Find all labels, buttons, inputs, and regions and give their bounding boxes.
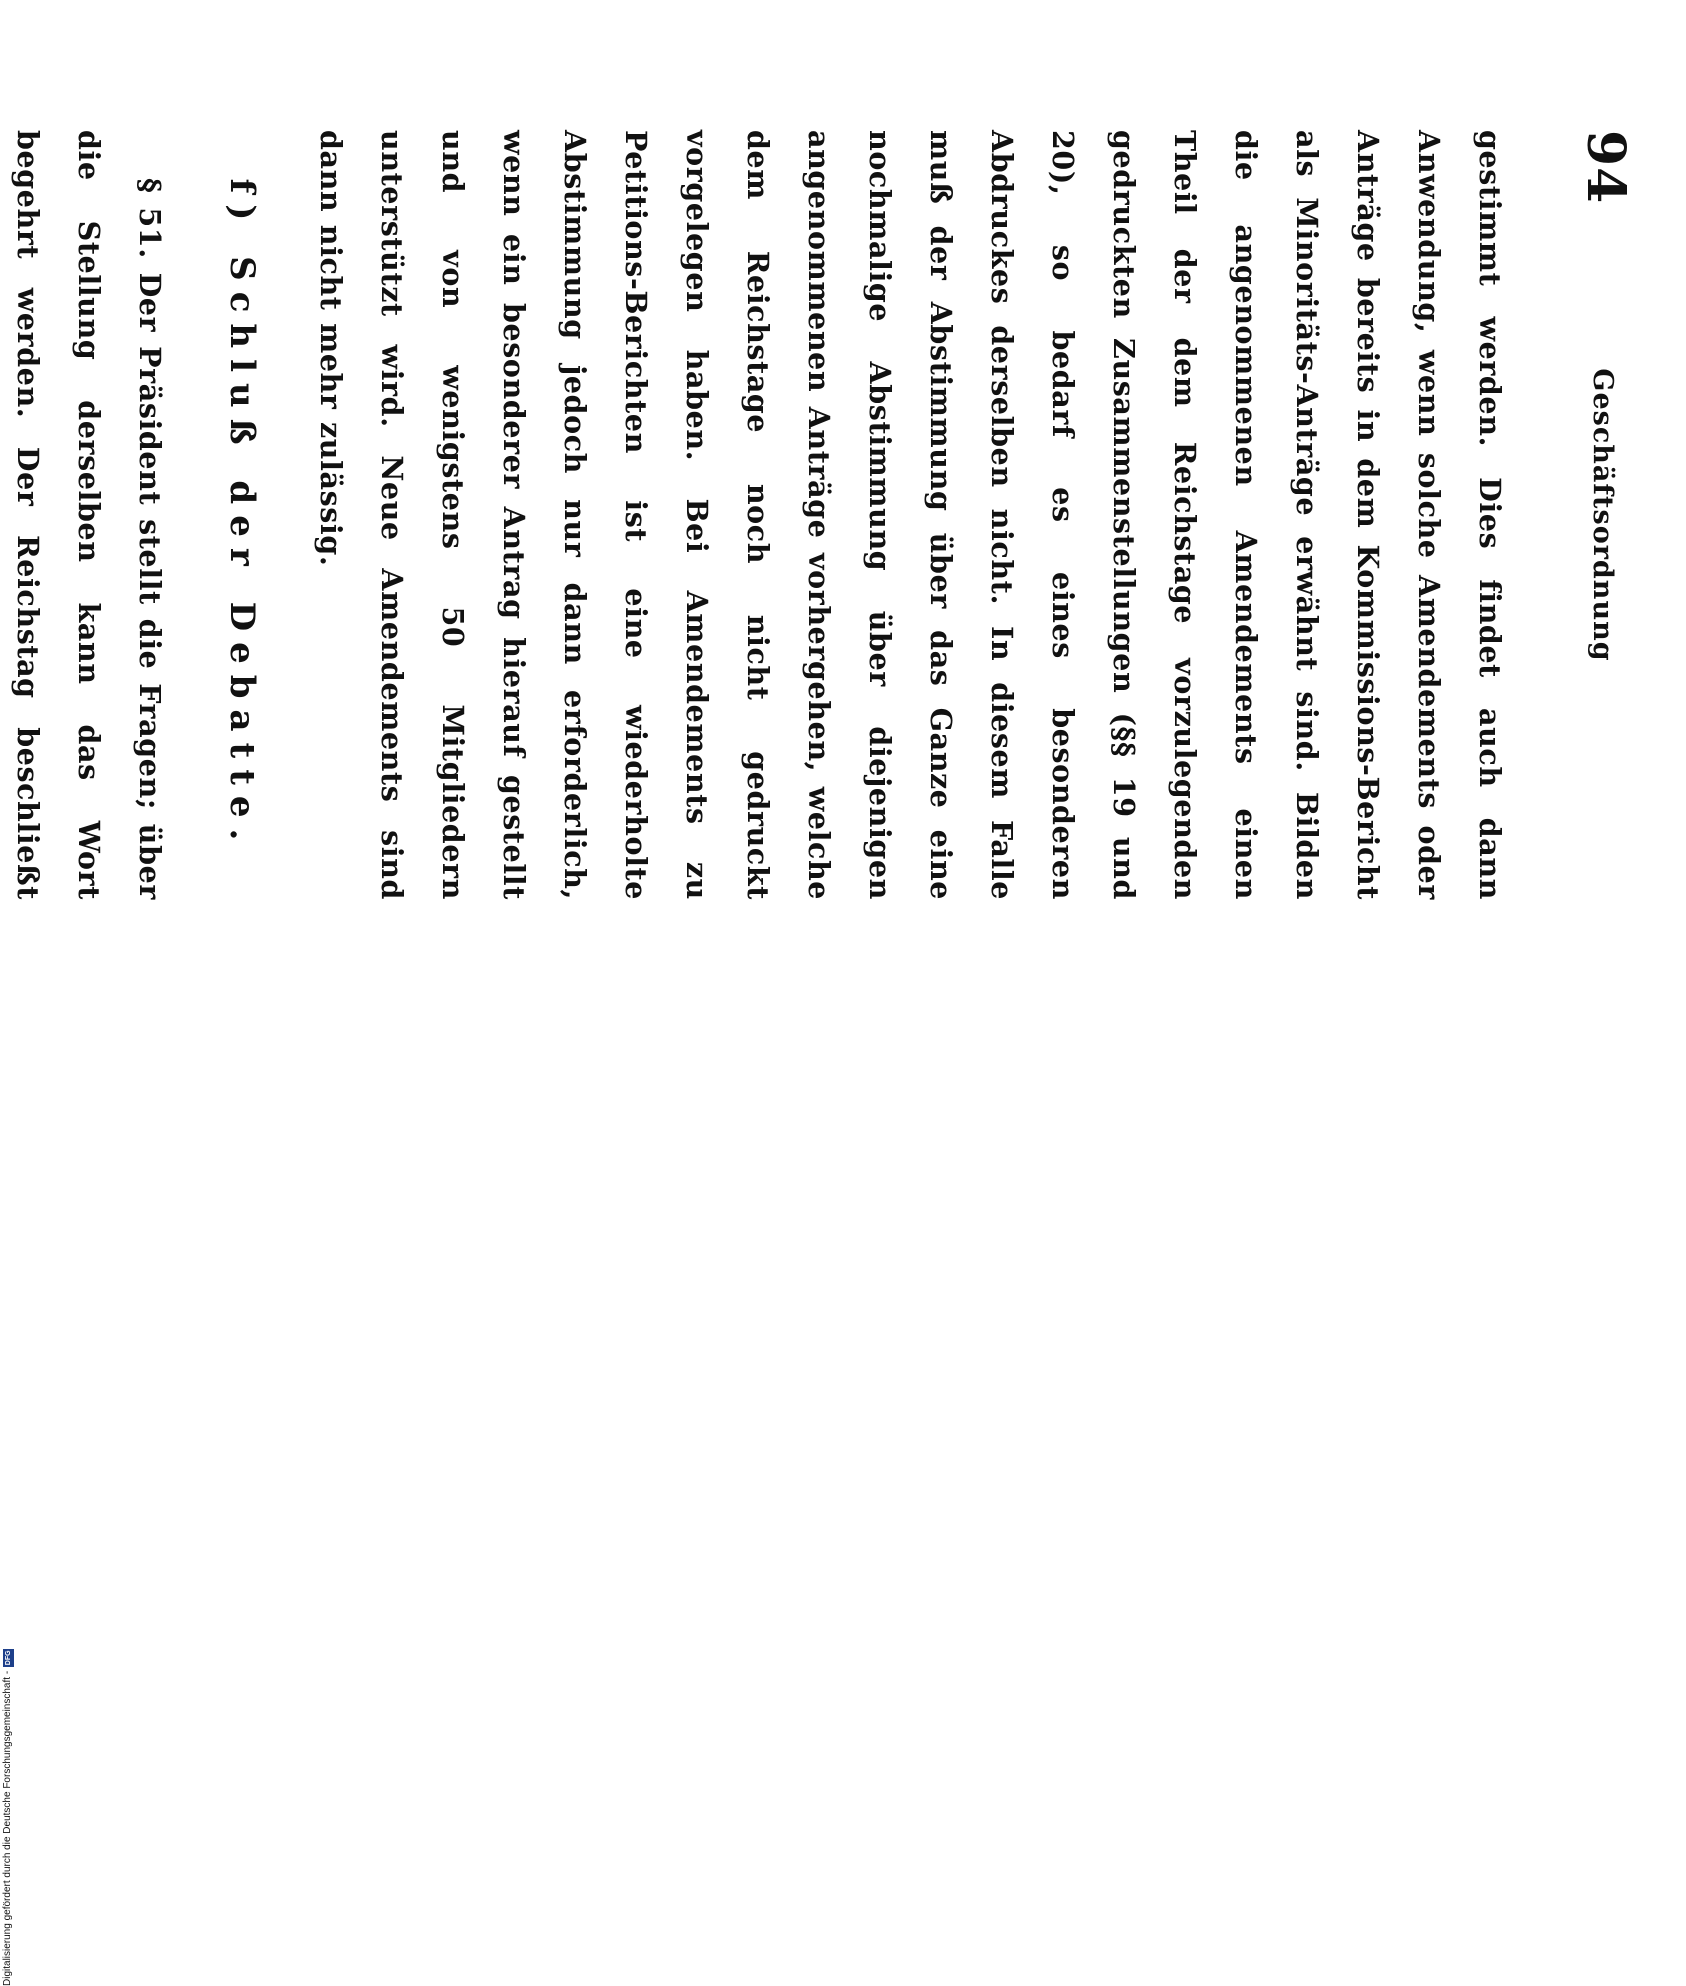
page-header (1546, 130, 1636, 900)
running-head: Geschäftsordnung (1587, 368, 1618, 662)
paragraph-section-51: § 51. Der Präsident stellt die Fragen; über die Stellung derselben kann das Wort begehrt werden. Der Reichstag beschließt (11, 130, 167, 900)
section-heading: f) Schluß der Debatte. (222, 178, 262, 852)
page-number: 94 (1575, 130, 1636, 205)
paragraph-continuation: gestimmt werden. Dies findet auch dann Anwendung, wenn solche Amendements oder Anträge bereits in dem Kommissions-Bericht als Minoritäts-Anträge erwähnt sind. Bilden die angenommenen Amendements einen Theil der dem Reichstage vorzulegenden gedruckten Zusammenstellungen (§§ 19 und 20), so bedarf es eines besonderen Abdruckes derselben nicht. In diesem Falle muß der Abstimmung über das Ganze eine nochmalige Abstimmung über diejenigen angenommenen Anträge vorhergehen, welche dem Reichstage noch nicht gedruckt vorgelegen haben. Bei Amendements zu Petitions-Berichten ist eine wiederholte Abstimmung jedoch nur dann erforderlich, wenn ein besonderer Antrag hierauf gestellt und von wenigstens 50 Mitgliedern unterstützt wird. Neue Amendements sind dann nicht mehr zulässig. (314, 130, 1507, 900)
attribution-text: Digitalisierung gefördert durch die Deutsche Forschungsgemeinschaft - (2, 1670, 13, 1986)
digitization-attribution (1, 986, 15, 1986)
body-text (0, 130, 1520, 900)
dfg-logo-icon: DFG (4, 1650, 12, 1666)
